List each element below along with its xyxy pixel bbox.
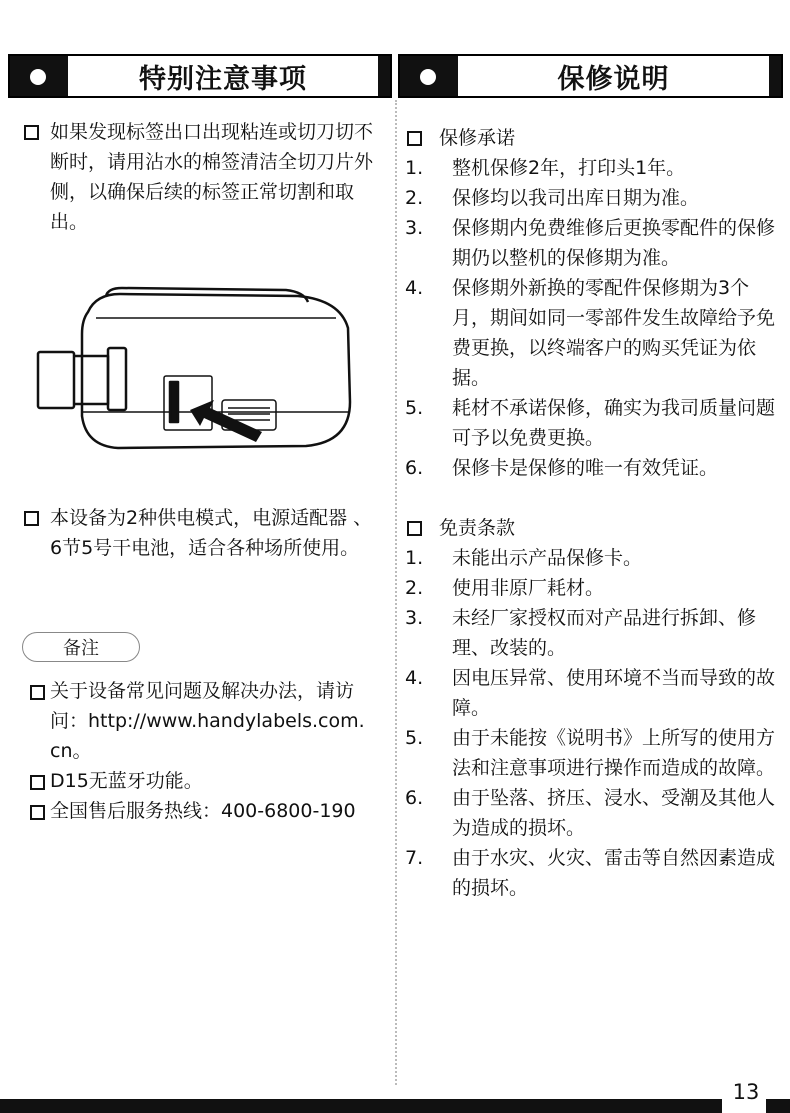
item-text: 整机保修2年，打印头1年。 xyxy=(452,157,686,179)
item-number: 6. xyxy=(405,787,424,809)
warranty-list xyxy=(405,153,777,483)
checkbox-square-icon xyxy=(30,775,45,790)
item-text: 未经厂家授权而对产品进行拆卸、修理、改装的。 xyxy=(452,607,757,659)
warranty-item xyxy=(405,273,777,393)
checkbox-square-icon xyxy=(24,125,39,140)
item-text: 保修期内免费维修后更换零配件的保修期仍以整机的保修期为准。 xyxy=(452,217,776,269)
item-number: 3. xyxy=(405,217,424,239)
item-text: 由于未能按《说明书》上所写的使用方法和注意事项进行操作而造成的故障。 xyxy=(452,727,776,779)
left-section-header xyxy=(8,54,392,98)
checkbox-square-icon xyxy=(30,685,45,700)
disclaimer-item xyxy=(405,783,777,843)
left-section-title: 特别注意事项 xyxy=(139,63,307,95)
checkbox-square-icon xyxy=(407,521,422,536)
item-number: 6. xyxy=(405,457,424,479)
warranty-heading: 保修承诺 xyxy=(405,123,777,153)
power-mode-paragraph: 本设备为2种供电模式，电源适配器 、6节5号干电池，适合各种场所使用。 xyxy=(24,503,379,563)
right-section-title: 保修说明 xyxy=(557,63,670,95)
column-divider xyxy=(395,100,397,1085)
disclaimer-item xyxy=(405,723,777,783)
disclaimer-item xyxy=(405,843,777,903)
bullet-circle-icon xyxy=(400,56,458,96)
item-number: 2. xyxy=(405,187,424,209)
footer-bar xyxy=(0,1099,722,1113)
checkbox-square-icon xyxy=(30,805,45,820)
disclaimer-item xyxy=(405,663,777,723)
item-text: 因电压异常、使用环境不当而导致的故障。 xyxy=(452,667,776,719)
item-number: 1. xyxy=(405,547,424,569)
notes-list xyxy=(30,676,375,826)
warranty-item xyxy=(405,393,777,453)
item-text: 使用非原厂耗材。 xyxy=(452,577,605,599)
note-item: 全国售后服务热线：400-6800-190 xyxy=(30,796,375,826)
item-text: 保修期外新换的零配件保修期为3个月，期间如同一零部件发生故障给予免费更换，以终端客户的购买凭证为依据。 xyxy=(452,277,776,389)
disclaimer-list xyxy=(405,543,777,903)
warranty-item xyxy=(405,213,777,273)
item-text: 保修均以我司出库日期为准。 xyxy=(452,187,700,209)
note-label: 备注 xyxy=(22,632,140,662)
warranty-item xyxy=(405,183,777,213)
item-number: 3. xyxy=(405,607,424,629)
item-number: 5. xyxy=(405,397,424,419)
item-text: 耗材不承诺保修，确实为我司质量问题可予以免费更换。 xyxy=(452,397,776,449)
item-number: 2. xyxy=(405,577,424,599)
item-text: 由于水灾、火灾、雷击等自然因素造成的损坏。 xyxy=(452,847,776,899)
cutter-cleaning-paragraph: 如果发现标签出口出现粘连或切刀切不断时，请用沾水的棉签清洁全切刀片外侧，以确保后续的标签正常切割和取出。 xyxy=(24,117,374,237)
bullet-circle-icon xyxy=(10,56,68,96)
item-number: 4. xyxy=(405,277,424,299)
checkbox-square-icon xyxy=(407,131,422,146)
disclaimer-item xyxy=(405,543,777,573)
warranty-item xyxy=(405,153,777,183)
checkbox-square-icon xyxy=(24,511,39,526)
right-section-header xyxy=(398,54,783,98)
item-text: 保修卡是保修的唯一有效凭证。 xyxy=(452,457,719,479)
disclaimer-item xyxy=(405,603,777,663)
warranty-column xyxy=(405,123,777,903)
footer-bar-end xyxy=(766,1099,790,1113)
disclaimer-item xyxy=(405,573,777,603)
warranty-item xyxy=(405,453,777,483)
page-number: 13 xyxy=(732,1080,760,1104)
item-text: 由于坠落、挤压、浸水、受潮及其他人为造成的损坏。 xyxy=(452,787,776,839)
note-item: 关于设备常见问题及解决办法，请访问：http://www.handylabels.com.cn。 xyxy=(30,676,375,766)
printer-illustration xyxy=(36,282,354,457)
item-number: 4. xyxy=(405,667,424,689)
disclaimer-heading: 免责条款 xyxy=(405,513,777,543)
item-number: 7. xyxy=(405,847,424,869)
item-number: 1. xyxy=(405,157,424,179)
item-text: 未能出示产品保修卡。 xyxy=(452,547,643,569)
item-number: 5. xyxy=(405,727,424,749)
note-item: D15无蓝牙功能。 xyxy=(30,766,375,796)
